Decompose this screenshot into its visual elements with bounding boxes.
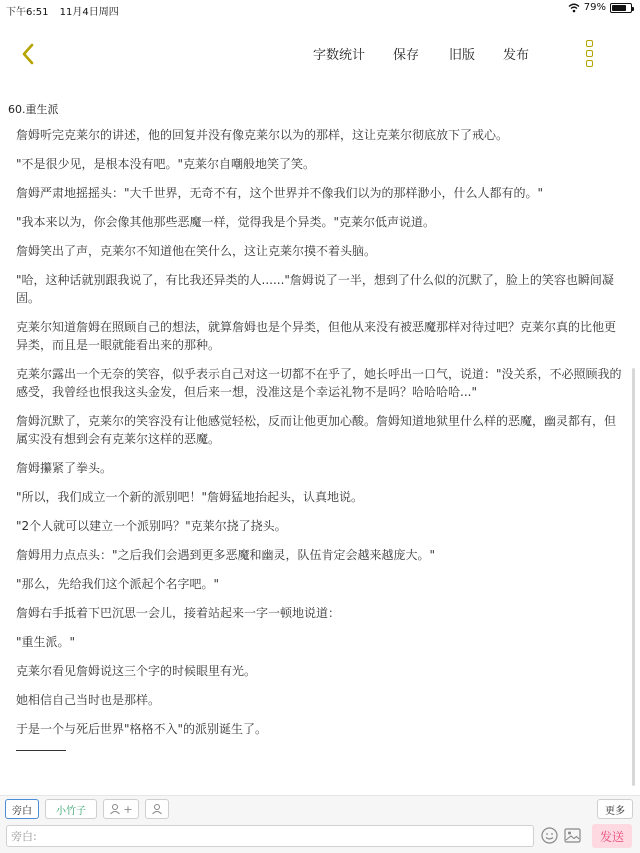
paragraph: "哈，这种话就别跟我说了，有比我还异类的人......"詹姆说了一半，想到了什么似的沉默了，脸上的笑容也瞬间凝固。 xyxy=(16,273,614,305)
paragraph: 詹姆攥紧了拳头。 xyxy=(16,461,113,475)
vertical-dots-icon-bottom xyxy=(586,60,593,67)
narration-tag[interactable] xyxy=(5,799,39,819)
paragraph: 詹姆右手抵着下巴沉思一会儿，接着站起来一字一顿地说道： xyxy=(16,606,341,620)
battery-fill xyxy=(612,5,626,11)
paragraph: "2个人就可以建立一个派别吗？"克莱尔挠了挠头。 xyxy=(16,519,287,533)
paragraph: 詹姆严肃地摇摇头："大千世界，无奇不有，这个世界并不像我们以为的那样渺小，什么人都有的。" xyxy=(16,186,544,200)
status-time: 下午6:51 xyxy=(6,7,49,18)
send-button[interactable] xyxy=(592,824,632,848)
paragraph: 克莱尔知道詹姆在照顾自己的想法，就算詹姆也是个异类，但他从来没有被恶魔那样对待过吧？克莱尔真的比他更异类，而且是一眼就能看出来的那种。 xyxy=(16,320,617,352)
more-button[interactable] xyxy=(597,799,633,819)
chapter-content[interactable] xyxy=(16,126,626,786)
publish-button[interactable]: 发布 xyxy=(503,48,530,63)
save-button[interactable]: 保存 xyxy=(393,48,420,63)
word-count-button[interactable]: 字数统计 xyxy=(313,48,366,63)
paragraph: 詹姆听完克莱尔的讲述，他的回复并没有像克莱尔以为的那样，这让克莱尔彻底放下了戒心。 xyxy=(16,128,509,142)
paragraph: "那么，先给我们这个派起个名字吧。" xyxy=(16,577,220,591)
character-tag-label: 小竹子 xyxy=(56,805,86,817)
vertical-dots-icon-mid xyxy=(586,50,593,57)
paragraph: 于是一个与死后世界"格格不入"的派别诞生了。 xyxy=(16,722,268,736)
paragraph: 克莱尔露出一个无奈的笑容，似乎表示自己对这一切都不在乎了，她长呼出一口气，说道："没关系，不必照顾我的感受，我曾经也恨我这头金发，但后来一想，没准这是个幸运礼物不是吗？哈哈哈哈..." xyxy=(16,367,622,399)
character-tag[interactable] xyxy=(45,799,97,819)
person-button[interactable] xyxy=(145,799,169,819)
message-input[interactable] xyxy=(6,825,534,847)
chapter-title: 60.重生派 xyxy=(8,103,59,116)
status-bar xyxy=(0,0,640,18)
wifi-icon xyxy=(568,3,580,13)
input-bar xyxy=(0,821,640,853)
paragraph: "所以，我们成立一个新的派别吧！"詹姆猛地抬起头，认真地说。 xyxy=(16,490,364,504)
paragraph: 詹姆笑出了声，克莱尔不知道他在笑什么，这让克莱尔摸不着头脑。 xyxy=(16,244,377,258)
person-icon xyxy=(151,803,163,815)
vertical-dots-icon xyxy=(586,40,593,47)
status-date: 11月4日周四 xyxy=(59,7,119,18)
narration-tag-label: 旁白 xyxy=(12,805,32,817)
battery-percent: 79% xyxy=(583,2,606,13)
more-button-label: 更多 xyxy=(605,805,625,817)
paragraph: "我本来以为，你会像其他那些恶魔一样，觉得我是个异类。"克莱尔低声说道。 xyxy=(16,215,436,229)
paragraph: 克莱尔看见詹姆说这三个字的时候眼里有光。 xyxy=(16,664,257,678)
scrollbar[interactable] xyxy=(632,368,635,786)
paragraph: "重生派。" xyxy=(16,635,76,649)
paragraph: 詹姆用力点点头："之后我们会遇到更多恶魔和幽灵，队伍肯定会越来越庞大。" xyxy=(16,548,436,562)
chevron-left-icon xyxy=(20,43,36,65)
paragraph: "不是很少见，是根本没有吧。"克莱尔自嘲般地笑了笑。 xyxy=(16,157,316,171)
role-tag-bar xyxy=(0,795,640,821)
back-button[interactable] xyxy=(14,40,42,68)
add-character-button[interactable] xyxy=(103,799,139,819)
paragraph-list xyxy=(16,126,626,738)
more-options-button[interactable] xyxy=(582,40,596,70)
old-version-button[interactable]: 旧版 xyxy=(449,48,476,63)
smiley-icon[interactable] xyxy=(541,827,558,844)
add-person-icon xyxy=(109,803,121,815)
send-button-label: 发送 xyxy=(599,829,624,844)
end-divider xyxy=(16,750,66,751)
image-icon[interactable] xyxy=(564,828,581,843)
editor-toolbar xyxy=(0,28,640,80)
add-plus-label: + xyxy=(123,802,133,816)
paragraph: 她相信自己当时也是那样。 xyxy=(16,693,161,707)
paragraph: 詹姆沉默了，克莱尔的笑容没有让他感觉轻松，反而让他更加心酸。詹姆知道地狱里什么样的恶魔，幽灵都有，但属实没有想到会有克莱尔这样的恶魔。 xyxy=(16,414,617,446)
battery-icon xyxy=(610,3,632,13)
